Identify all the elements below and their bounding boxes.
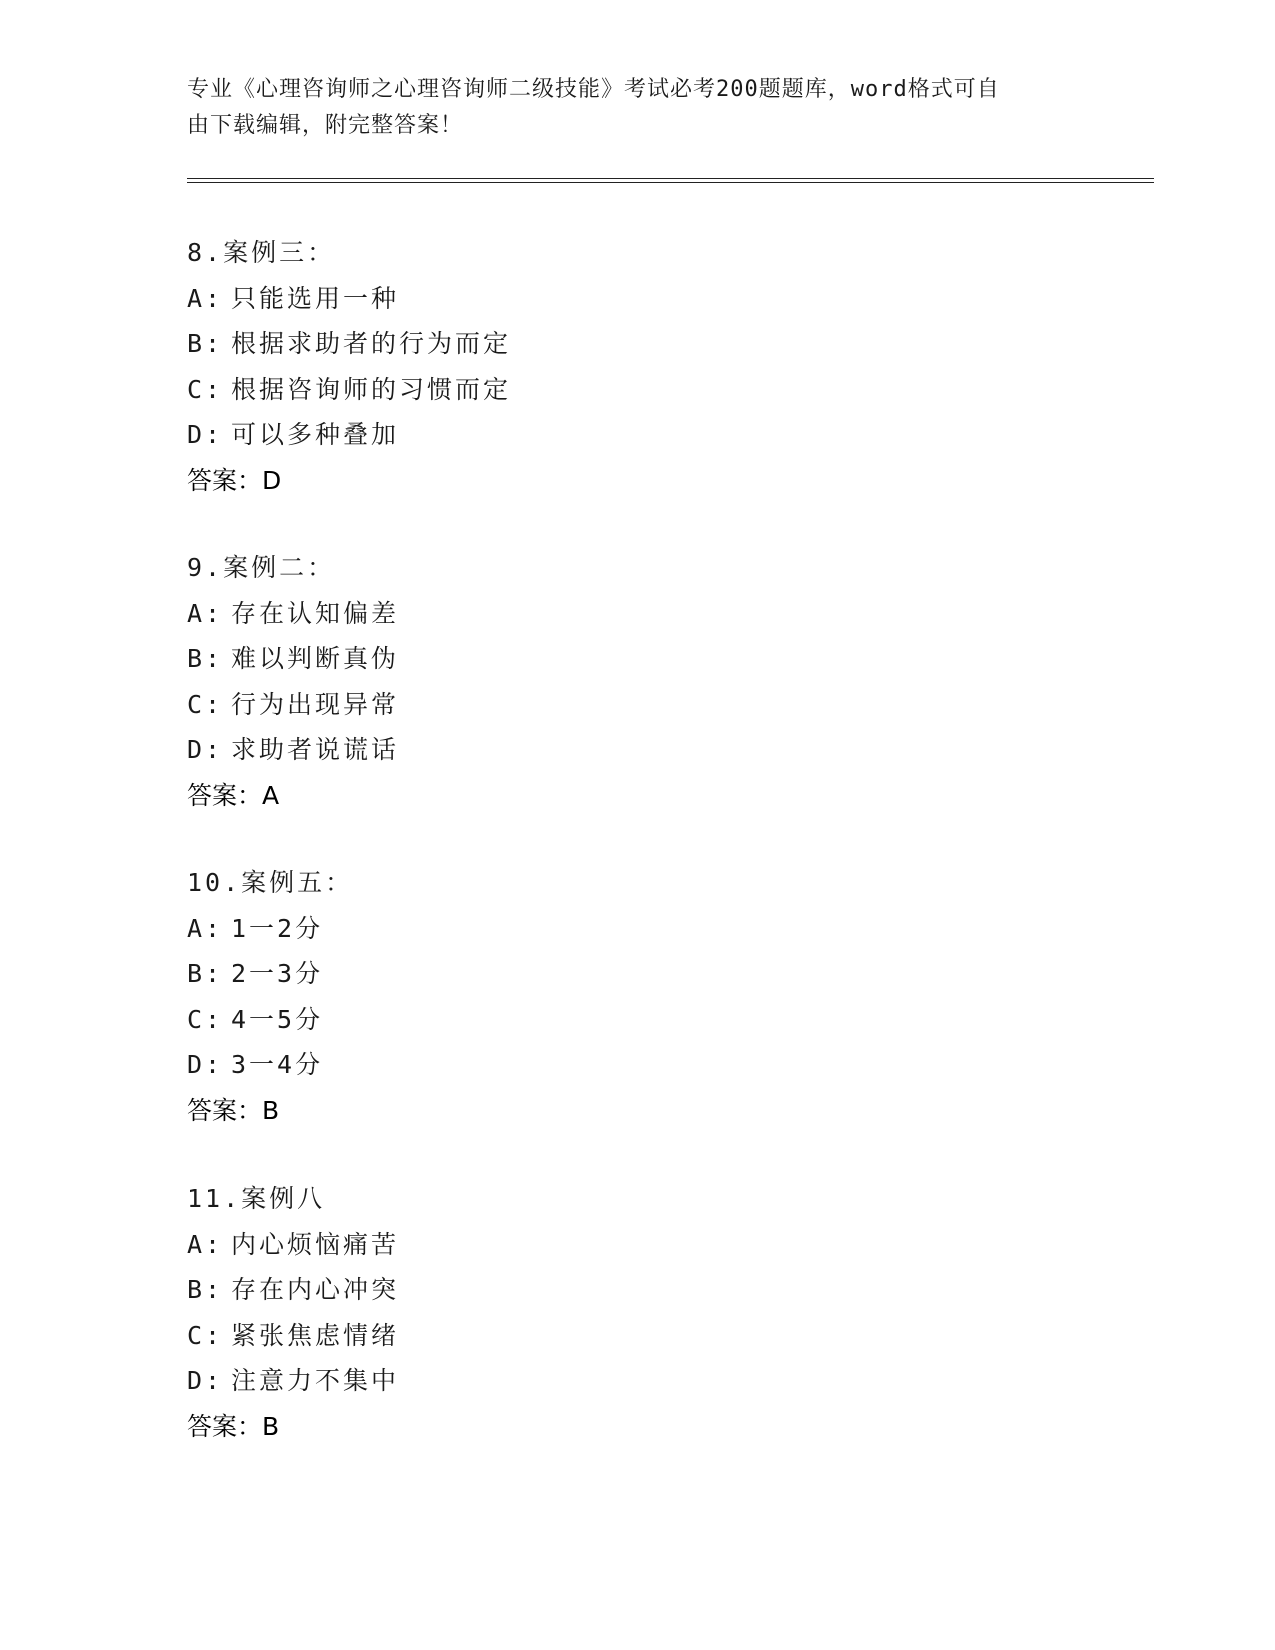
option-key: A: [187,283,224,313]
option-text: 紧张焦虑情绪 [231,1320,400,1350]
option-text: 只能选用一种 [231,283,400,313]
option-b [187,636,887,682]
option-c [187,997,887,1043]
option-key: C: [187,374,224,404]
option-key: C: [187,689,224,719]
document-header [187,72,1087,144]
option-key: A: [187,913,224,943]
option-key: B: [187,644,224,673]
option-b [187,1267,887,1313]
question-10 [187,860,887,1133]
option-c [187,367,887,413]
option-text: 注意力不集中 [231,1366,400,1395]
answer: 答案：B [187,1411,280,1441]
question-9 [187,545,887,818]
option-d [187,1042,887,1088]
option-text: 内心烦恼痛苦 [231,1229,400,1259]
question-title: 8.案例三： [187,238,336,267]
option-key: B: [187,959,224,988]
option-text: 难以判断真伪 [231,644,400,673]
option-text: 存在认知偏差 [231,598,400,628]
option-text: 行为出现异常 [231,689,400,719]
option-d [187,412,887,458]
header-divider [187,178,1154,183]
option-text: 2一3分 [231,959,324,988]
option-key: C: [187,1004,224,1034]
question-title: 10.案例五： [187,868,354,897]
option-key: A: [187,598,224,628]
question-title: 11.案例八 [187,1184,326,1213]
header-line-1: 专业《心理咨询师之心理咨询师二级技能》考试必考200题题库，word格式可自 [187,77,1000,102]
answer: 答案：D [187,465,282,495]
option-key: D: [187,1366,224,1395]
option-key: A: [187,1229,224,1259]
option-text: 可以多种叠加 [231,420,400,449]
option-d [187,1358,887,1404]
option-text: 1一2分 [231,913,324,943]
option-a [187,906,887,952]
option-text: 3一4分 [231,1050,324,1079]
option-a [187,1222,887,1268]
option-d [187,727,887,773]
option-c [187,682,887,728]
option-key: B: [187,1275,224,1304]
option-b [187,951,887,997]
answer: 答案：B [187,1095,280,1125]
option-key: B: [187,329,224,358]
header-line-2: 由下载编辑，附完整答案！ [187,113,464,138]
answer: 答案：A [187,780,280,810]
question-11 [187,1176,887,1449]
option-key: D: [187,420,224,449]
question-title: 9.案例二： [187,553,336,582]
option-text: 根据求助者的行为而定 [231,329,512,358]
option-text: 4一5分 [231,1004,324,1034]
option-key: D: [187,1050,224,1079]
option-a [187,276,887,322]
option-c [187,1313,887,1359]
option-key: D: [187,735,224,764]
option-b [187,321,887,367]
option-key: C: [187,1320,224,1350]
question-8 [187,230,887,503]
option-text: 根据咨询师的习惯而定 [231,374,512,404]
option-text: 求助者说谎话 [231,735,400,764]
option-a [187,591,887,637]
option-text: 存在内心冲突 [231,1275,400,1304]
